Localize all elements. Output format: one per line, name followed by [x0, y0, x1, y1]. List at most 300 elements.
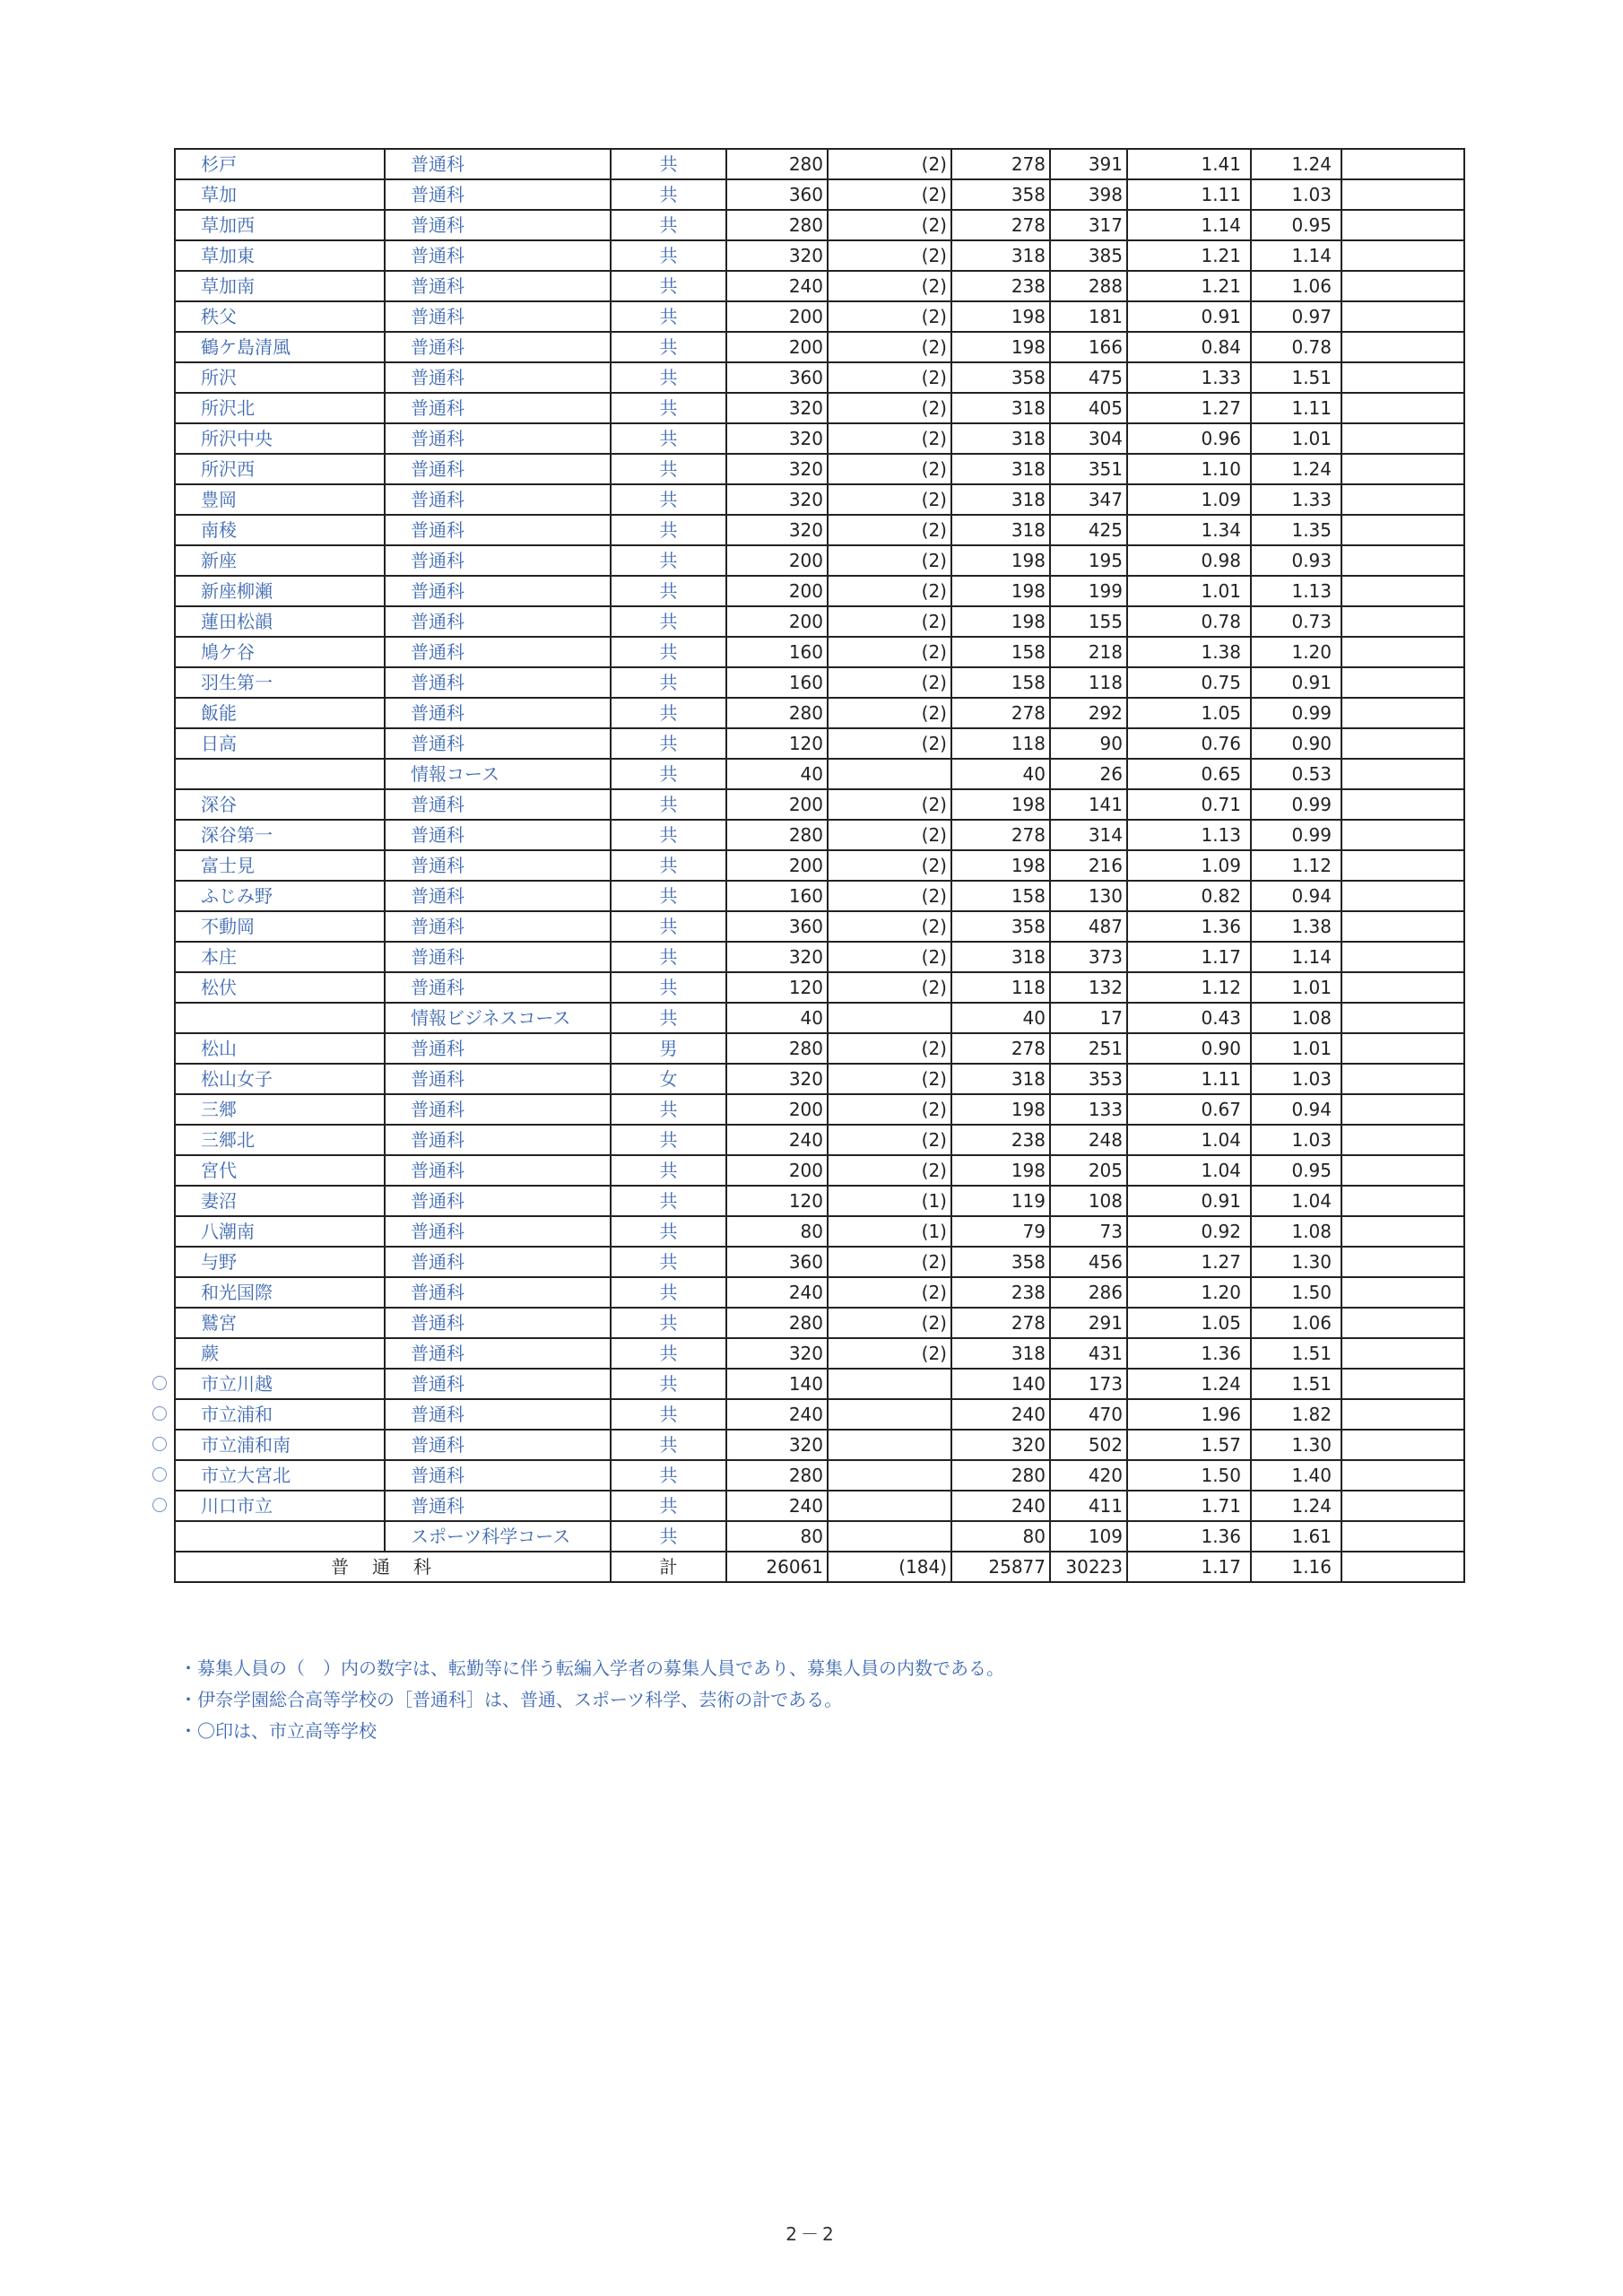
- applicants-cell: 130: [1050, 881, 1127, 911]
- table-row: [175, 1186, 1464, 1216]
- blank-cell: [1341, 1064, 1464, 1094]
- gender-cell: 共: [611, 301, 726, 332]
- transfer-cell: (2): [828, 789, 951, 820]
- school-name-cell: 松伏: [175, 972, 385, 1003]
- capacity-cell: 240: [726, 1277, 828, 1308]
- transfer-cell: [828, 1369, 951, 1399]
- ratio-cell: 1.33: [1127, 362, 1251, 393]
- ratio-cell: 1.04: [1127, 1155, 1251, 1186]
- table-row: [175, 1369, 1464, 1399]
- school-name-cell: 妻沼: [175, 1186, 385, 1216]
- ratio-cell: 1.24: [1127, 1369, 1251, 1399]
- transfer-cell: (2): [828, 972, 951, 1003]
- applicants-cell: 108: [1050, 1186, 1127, 1216]
- previous-ratio-cell: 1.50: [1251, 1277, 1341, 1308]
- table-row: [175, 1460, 1464, 1491]
- net-capacity-cell: 278: [951, 698, 1050, 728]
- net-capacity-cell: 198: [951, 576, 1050, 606]
- table-row: [175, 1491, 1464, 1521]
- school-name-cell: 秩父: [175, 301, 385, 332]
- blank-cell: [1341, 637, 1464, 667]
- applicants-cell: 456: [1050, 1247, 1127, 1277]
- department-cell: 普通科: [385, 1399, 611, 1430]
- department-cell: 情報コース: [385, 759, 611, 789]
- transfer-cell: (2): [828, 850, 951, 881]
- school-name-cell: 与野: [175, 1247, 385, 1277]
- transfer-cell: (2): [828, 698, 951, 728]
- net-capacity-cell: 198: [951, 332, 1050, 362]
- school-name-cell: 所沢中央: [175, 423, 385, 454]
- blank-cell: [1341, 454, 1464, 484]
- blank-cell: [1341, 1399, 1464, 1430]
- transfer-cell: (2): [828, 423, 951, 454]
- transfer-cell: (2): [828, 1308, 951, 1338]
- department-cell: 普通科: [385, 1460, 611, 1491]
- capacity-cell: 200: [726, 545, 828, 576]
- capacity-cell: 140: [726, 1369, 828, 1399]
- gender-cell: 共: [611, 1277, 726, 1308]
- department-cell: 普通科: [385, 1308, 611, 1338]
- department-cell: 普通科: [385, 1491, 611, 1521]
- gender-cell: 共: [611, 1399, 726, 1430]
- capacity-cell: 200: [726, 850, 828, 881]
- ratio-cell: 0.90: [1127, 1033, 1251, 1064]
- gender-cell: 共: [611, 1521, 726, 1552]
- net-capacity-cell: 198: [951, 1094, 1050, 1125]
- ratio-cell: 1.11: [1127, 179, 1251, 210]
- applicants-cell: 90: [1050, 728, 1127, 759]
- capacity-cell: 40: [726, 759, 828, 789]
- department-cell: 普通科: [385, 1369, 611, 1399]
- table-row: [175, 545, 1464, 576]
- blank-cell: [1341, 1216, 1464, 1247]
- transfer-cell: [828, 759, 951, 789]
- blank-cell: [1341, 301, 1464, 332]
- blank-cell: [1341, 1430, 1464, 1460]
- table-row: [175, 1125, 1464, 1155]
- table-row: [175, 423, 1464, 454]
- applicants-cell: 292: [1050, 698, 1127, 728]
- school-name-cell: 新座: [175, 545, 385, 576]
- table-row: [175, 362, 1464, 393]
- table-row: [175, 576, 1464, 606]
- applicants-cell: 118: [1050, 667, 1127, 698]
- transfer-cell: (2): [828, 332, 951, 362]
- ratio-cell: 0.84: [1127, 332, 1251, 362]
- school-name-cell: [175, 759, 385, 789]
- ratio-cell: 1.13: [1127, 820, 1251, 850]
- transfer-cell: (2): [828, 210, 951, 240]
- capacity-cell: 120: [726, 1186, 828, 1216]
- net-capacity-cell: 198: [951, 850, 1050, 881]
- department-cell: 普通科: [385, 1155, 611, 1186]
- school-name-cell: 杉戸: [175, 149, 385, 179]
- blank-cell: [1341, 911, 1464, 942]
- gender-cell: 共: [611, 1491, 726, 1521]
- net-capacity-cell: 198: [951, 606, 1050, 637]
- applicants-cell: 155: [1050, 606, 1127, 637]
- ratio-cell: 0.67: [1127, 1094, 1251, 1125]
- department-cell: 普通科: [385, 484, 611, 515]
- gender-cell: 共: [611, 332, 726, 362]
- transfer-cell: [828, 1399, 951, 1430]
- blank-cell: [1341, 667, 1464, 698]
- previous-ratio-cell: 1.06: [1251, 1308, 1341, 1338]
- capacity-cell: 160: [726, 667, 828, 698]
- department-cell: 普通科: [385, 667, 611, 698]
- ratio-cell: 1.21: [1127, 240, 1251, 271]
- ratio-cell: 1.14: [1127, 210, 1251, 240]
- capacity-cell: 360: [726, 362, 828, 393]
- school-name-cell: 蓮田松韻: [175, 606, 385, 637]
- previous-ratio-cell: 1.33: [1251, 484, 1341, 515]
- blank-cell: [1341, 820, 1464, 850]
- previous-ratio-cell: 0.99: [1251, 820, 1341, 850]
- previous-ratio-cell: 1.13: [1251, 576, 1341, 606]
- capacity-cell: 360: [726, 179, 828, 210]
- ratio-cell: 0.75: [1127, 667, 1251, 698]
- applicants-cell: 195: [1050, 545, 1127, 576]
- transfer-cell: (2): [828, 1277, 951, 1308]
- previous-ratio-cell: 1.03: [1251, 179, 1341, 210]
- transfer-cell: (2): [828, 362, 951, 393]
- net-capacity-cell: 240: [951, 1491, 1050, 1521]
- capacity-cell: 320: [726, 423, 828, 454]
- school-name-cell: 川口市立: [175, 1491, 385, 1521]
- net-capacity-cell: 358: [951, 1247, 1050, 1277]
- total-ratio-cell: 1.17: [1127, 1552, 1251, 1582]
- previous-ratio-cell: 1.01: [1251, 972, 1341, 1003]
- blank-cell: [1341, 606, 1464, 637]
- gender-cell: 共: [611, 423, 726, 454]
- blank-cell: [1341, 1338, 1464, 1369]
- ratio-cell: 1.21: [1127, 271, 1251, 301]
- table-row: [175, 1430, 1464, 1460]
- transfer-cell: (2): [828, 1064, 951, 1094]
- table-row: [175, 515, 1464, 545]
- department-cell: 普通科: [385, 1186, 611, 1216]
- net-capacity-cell: 140: [951, 1369, 1050, 1399]
- capacity-cell: 320: [726, 1338, 828, 1369]
- school-name-cell: 本庄: [175, 942, 385, 972]
- ratio-cell: 1.05: [1127, 698, 1251, 728]
- capacity-cell: 320: [726, 1430, 828, 1460]
- net-capacity-cell: 198: [951, 789, 1050, 820]
- circle-mark-icon: [152, 1376, 167, 1390]
- department-cell: 普通科: [385, 728, 611, 759]
- gender-cell: 共: [611, 1216, 726, 1247]
- school-name-cell: 所沢北: [175, 393, 385, 423]
- capacity-cell: 200: [726, 1094, 828, 1125]
- table-row: [175, 484, 1464, 515]
- previous-ratio-cell: 0.53: [1251, 759, 1341, 789]
- applicants-cell: 470: [1050, 1399, 1127, 1430]
- blank-cell: [1341, 759, 1464, 789]
- total-kei-cell: 計: [611, 1552, 726, 1582]
- gender-cell: 共: [611, 820, 726, 850]
- department-cell: 普通科: [385, 1216, 611, 1247]
- blank-cell: [1341, 210, 1464, 240]
- department-cell: 普通科: [385, 545, 611, 576]
- table-row: [175, 1277, 1464, 1308]
- applicants-cell: 173: [1050, 1369, 1127, 1399]
- school-name-cell: 新座柳瀬: [175, 576, 385, 606]
- transfer-cell: (2): [828, 1155, 951, 1186]
- department-cell: 普通科: [385, 1247, 611, 1277]
- previous-ratio-cell: 1.14: [1251, 240, 1341, 271]
- school-name-cell: 市立浦和南: [175, 1430, 385, 1460]
- capacity-cell: 200: [726, 576, 828, 606]
- applicants-cell: 314: [1050, 820, 1127, 850]
- applicants-cell: 304: [1050, 423, 1127, 454]
- net-capacity-cell: 238: [951, 1277, 1050, 1308]
- blank-cell: [1341, 1308, 1464, 1338]
- applicants-cell: 288: [1050, 271, 1127, 301]
- circle-mark-icon: [152, 1467, 167, 1482]
- department-cell: 普通科: [385, 301, 611, 332]
- blank-cell: [1341, 1155, 1464, 1186]
- gender-cell: 共: [611, 454, 726, 484]
- gender-cell: 共: [611, 667, 726, 698]
- capacity-cell: 280: [726, 149, 828, 179]
- blank-cell: [1341, 1491, 1464, 1521]
- previous-ratio-cell: 0.94: [1251, 881, 1341, 911]
- previous-ratio-cell: 0.78: [1251, 332, 1341, 362]
- net-capacity-cell: 118: [951, 972, 1050, 1003]
- school-name-cell: 八潮南: [175, 1216, 385, 1247]
- previous-ratio-cell: 1.14: [1251, 942, 1341, 972]
- blank-cell: [1341, 1369, 1464, 1399]
- transfer-cell: (2): [828, 545, 951, 576]
- school-name-cell: 深谷第一: [175, 820, 385, 850]
- department-cell: 普通科: [385, 942, 611, 972]
- capacity-cell: 120: [726, 972, 828, 1003]
- school-name-cell: [175, 1003, 385, 1033]
- capacity-cell: 200: [726, 332, 828, 362]
- ratio-cell: 1.41: [1127, 149, 1251, 179]
- applicants-cell: 317: [1050, 210, 1127, 240]
- previous-ratio-cell: 1.24: [1251, 1491, 1341, 1521]
- capacity-cell: 360: [726, 1247, 828, 1277]
- gender-cell: 共: [611, 1155, 726, 1186]
- blank-cell: [1341, 789, 1464, 820]
- blank-cell: [1341, 271, 1464, 301]
- capacity-cell: 40: [726, 1003, 828, 1033]
- total-previous-ratio-cell: 1.16: [1251, 1552, 1341, 1582]
- table-row: [175, 1247, 1464, 1277]
- previous-ratio-cell: 0.90: [1251, 728, 1341, 759]
- capacity-cell: 280: [726, 1308, 828, 1338]
- net-capacity-cell: 358: [951, 362, 1050, 393]
- applicants-cell: 73: [1050, 1216, 1127, 1247]
- department-cell: 普通科: [385, 149, 611, 179]
- blank-cell: [1341, 1460, 1464, 1491]
- previous-ratio-cell: 1.61: [1251, 1521, 1341, 1552]
- department-cell: 普通科: [385, 1094, 611, 1125]
- previous-ratio-cell: 0.95: [1251, 210, 1341, 240]
- department-cell: 普通科: [385, 850, 611, 881]
- previous-ratio-cell: 0.99: [1251, 789, 1341, 820]
- table-row: [175, 179, 1464, 210]
- school-name-cell: 所沢西: [175, 454, 385, 484]
- transfer-cell: (2): [828, 149, 951, 179]
- gender-cell: 共: [611, 606, 726, 637]
- applicants-cell: 391: [1050, 149, 1127, 179]
- gender-cell: 共: [611, 1125, 726, 1155]
- gender-cell: 共: [611, 972, 726, 1003]
- table-row: [175, 820, 1464, 850]
- capacity-cell: 200: [726, 301, 828, 332]
- ratio-cell: 1.09: [1127, 850, 1251, 881]
- previous-ratio-cell: 1.35: [1251, 515, 1341, 545]
- department-cell: 普通科: [385, 1338, 611, 1369]
- footnote: ・募集人員の（ ）内の数字は、転勤等に伴う転編入学者の募集人員であり、募集人員の内数である。: [179, 1657, 1004, 1679]
- ratio-cell: 0.98: [1127, 545, 1251, 576]
- footnotes: [179, 1653, 1004, 1747]
- school-name-cell: 松山: [175, 1033, 385, 1064]
- applicants-cell: 181: [1050, 301, 1127, 332]
- table-body: [175, 149, 1464, 1582]
- school-name-cell: 市立大宮北: [175, 1460, 385, 1491]
- net-capacity-cell: 158: [951, 881, 1050, 911]
- school-name-cell: 富士見: [175, 850, 385, 881]
- blank-cell: [1341, 1247, 1464, 1277]
- previous-ratio-cell: 0.97: [1251, 301, 1341, 332]
- gender-cell: 共: [611, 484, 726, 515]
- gender-cell: 共: [611, 728, 726, 759]
- applicants-cell: 351: [1050, 454, 1127, 484]
- gender-cell: 共: [611, 759, 726, 789]
- ratio-cell: 1.38: [1127, 637, 1251, 667]
- capacity-cell: 320: [726, 484, 828, 515]
- applicants-cell: 141: [1050, 789, 1127, 820]
- previous-ratio-cell: 1.03: [1251, 1064, 1341, 1094]
- school-name-cell: 南稜: [175, 515, 385, 545]
- applicants-cell: 286: [1050, 1277, 1127, 1308]
- gender-cell: 共: [611, 850, 726, 881]
- gender-cell: 共: [611, 179, 726, 210]
- previous-ratio-cell: 1.01: [1251, 423, 1341, 454]
- school-name-cell: 鶴ケ島清風: [175, 332, 385, 362]
- department-cell: 普通科: [385, 911, 611, 942]
- blank-cell: [1341, 1094, 1464, 1125]
- transfer-cell: (2): [828, 1338, 951, 1369]
- capacity-cell: 280: [726, 820, 828, 850]
- blank-cell: [1341, 850, 1464, 881]
- previous-ratio-cell: 1.40: [1251, 1460, 1341, 1491]
- net-capacity-cell: 318: [951, 484, 1050, 515]
- total-transfer-cell: (184): [828, 1552, 951, 1582]
- transfer-cell: (2): [828, 393, 951, 423]
- gender-cell: 共: [611, 1308, 726, 1338]
- table-row: [175, 1338, 1464, 1369]
- page-number: 2－2: [785, 2223, 838, 2245]
- net-capacity-cell: 158: [951, 667, 1050, 698]
- ratio-cell: 1.36: [1127, 1338, 1251, 1369]
- school-name-cell: 市立川越: [175, 1369, 385, 1399]
- department-cell: 普通科: [385, 881, 611, 911]
- department-cell: 普通科: [385, 1033, 611, 1064]
- school-name-cell: 不動岡: [175, 911, 385, 942]
- net-capacity-cell: 318: [951, 515, 1050, 545]
- total-row: [175, 1552, 1464, 1582]
- department-cell: 普通科: [385, 576, 611, 606]
- net-capacity-cell: 278: [951, 1033, 1050, 1064]
- transfer-cell: (2): [828, 881, 951, 911]
- department-cell: 普通科: [385, 271, 611, 301]
- gender-cell: 共: [611, 1369, 726, 1399]
- applicants-cell: 291: [1050, 1308, 1127, 1338]
- table-row: [175, 1521, 1464, 1552]
- blank-cell: [1341, 576, 1464, 606]
- net-capacity-cell: 240: [951, 1399, 1050, 1430]
- table-row: [175, 454, 1464, 484]
- blank-cell: [1341, 332, 1464, 362]
- school-name-cell: [175, 1521, 385, 1552]
- net-capacity-cell: 118: [951, 728, 1050, 759]
- capacity-cell: 240: [726, 1125, 828, 1155]
- ratio-cell: 1.27: [1127, 393, 1251, 423]
- blank-cell: [1341, 881, 1464, 911]
- gender-cell: 女: [611, 1064, 726, 1094]
- net-capacity-cell: 198: [951, 545, 1050, 576]
- capacity-cell: 160: [726, 881, 828, 911]
- table-row: [175, 210, 1464, 240]
- gender-cell: 共: [611, 1338, 726, 1369]
- school-name-cell: 三郷: [175, 1094, 385, 1125]
- gender-cell: 共: [611, 1003, 726, 1033]
- applicants-cell: 385: [1050, 240, 1127, 271]
- gender-cell: 共: [611, 271, 726, 301]
- previous-ratio-cell: 1.11: [1251, 393, 1341, 423]
- department-cell: 普通科: [385, 789, 611, 820]
- school-name-cell: 草加南: [175, 271, 385, 301]
- blank-cell: [1341, 149, 1464, 179]
- net-capacity-cell: 278: [951, 210, 1050, 240]
- ratio-cell: 1.05: [1127, 1308, 1251, 1338]
- department-cell: 普通科: [385, 1064, 611, 1094]
- previous-ratio-cell: 1.51: [1251, 1369, 1341, 1399]
- capacity-cell: 360: [726, 911, 828, 942]
- blank-cell: [1341, 393, 1464, 423]
- previous-ratio-cell: 0.93: [1251, 545, 1341, 576]
- table-row: [175, 332, 1464, 362]
- gender-cell: 共: [611, 1247, 726, 1277]
- transfer-cell: (2): [828, 1094, 951, 1125]
- applicants-cell: 216: [1050, 850, 1127, 881]
- gender-cell: 共: [611, 698, 726, 728]
- previous-ratio-cell: 1.30: [1251, 1247, 1341, 1277]
- transfer-cell: (2): [828, 667, 951, 698]
- school-name-cell: 鳩ケ谷: [175, 637, 385, 667]
- net-capacity-cell: 318: [951, 942, 1050, 972]
- transfer-cell: [828, 1491, 951, 1521]
- blank-cell: [1341, 515, 1464, 545]
- gender-cell: 共: [611, 1094, 726, 1125]
- applicants-cell: 425: [1050, 515, 1127, 545]
- applicants-cell: 132: [1050, 972, 1127, 1003]
- applicants-cell: 251: [1050, 1033, 1127, 1064]
- previous-ratio-cell: 1.12: [1251, 850, 1341, 881]
- net-capacity-cell: 318: [951, 1064, 1050, 1094]
- blank-cell: [1341, 1003, 1464, 1033]
- net-capacity-cell: 280: [951, 1460, 1050, 1491]
- department-cell: 普通科: [385, 972, 611, 1003]
- net-capacity-cell: 358: [951, 911, 1050, 942]
- applicants-cell: 398: [1050, 179, 1127, 210]
- capacity-cell: 80: [726, 1521, 828, 1552]
- applicants-cell: 502: [1050, 1430, 1127, 1460]
